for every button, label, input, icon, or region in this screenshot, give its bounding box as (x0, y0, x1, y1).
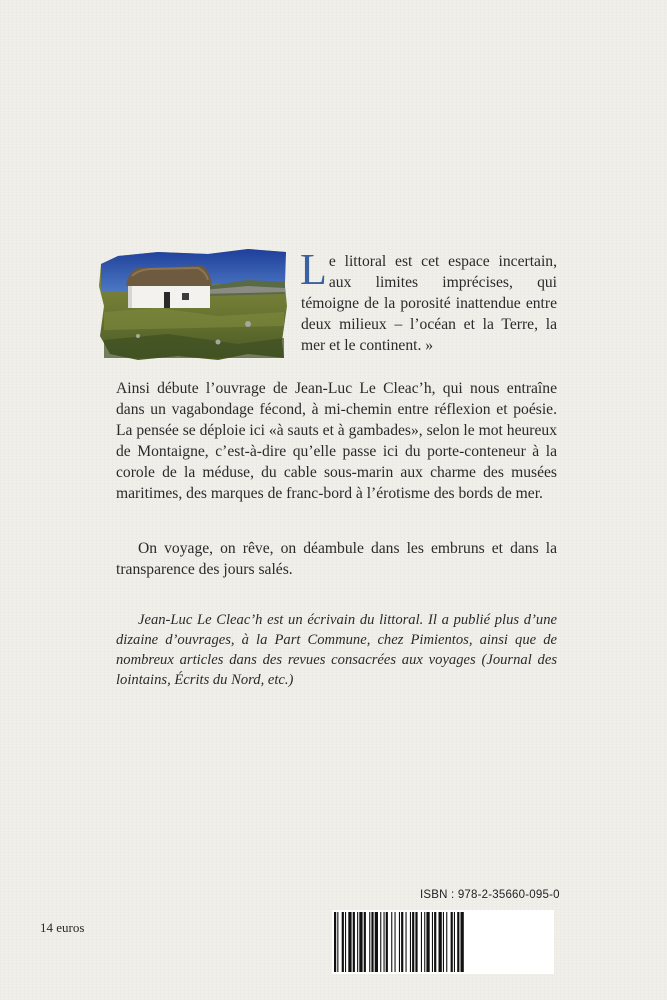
description-paragraph-2: On voyage, on rêve, on déambule dans les embruns et dans la transparence des jours salés. (116, 540, 557, 578)
quote-text: e littoral est cet espace incertain, aux limites imprécises, qui témoigne de la porosité inattendue entre deux milieux – l’océan et la Terre, la mer et le continent. » (301, 253, 557, 354)
cover-photo-thatched-cottage (98, 246, 288, 363)
barcode (332, 910, 554, 974)
price-label: 14 euros (40, 920, 85, 935)
opening-quote (300, 245, 557, 356)
description-paragraph-1: Ainsi débute l’ouvrage de Jean-Luc Le Cleac’h, qui nous entraîne dans un vagabondage fécond, à mi-chemin entre réflexion et poésie. La pensée se déploie ici «à sauts et à gambades», selon le mot heureux de Montaigne, c’est-à-dire qu’elle passe ici du porte-conteneur à la corole de la méduse, du cable sous-marin aux charme des musées maritimes, des marques de franc-bord à l’érotisme des bords de mer. (116, 380, 557, 502)
isbn-label: ISBN : 978-2-35660-095-0 (420, 889, 560, 901)
author-bio: Jean-Luc Le Cleac’h est un écrivain du littoral. Il a publié plus d’une dizaine d’ouvrages, à la Part Commune, chez Pimientos, ainsi que de nombreux articles dans des revues consacrées aux voyages (Journal des lointains, Écrits du Nord, etc.) (116, 612, 557, 688)
dropcap-letter: L (300, 245, 327, 294)
